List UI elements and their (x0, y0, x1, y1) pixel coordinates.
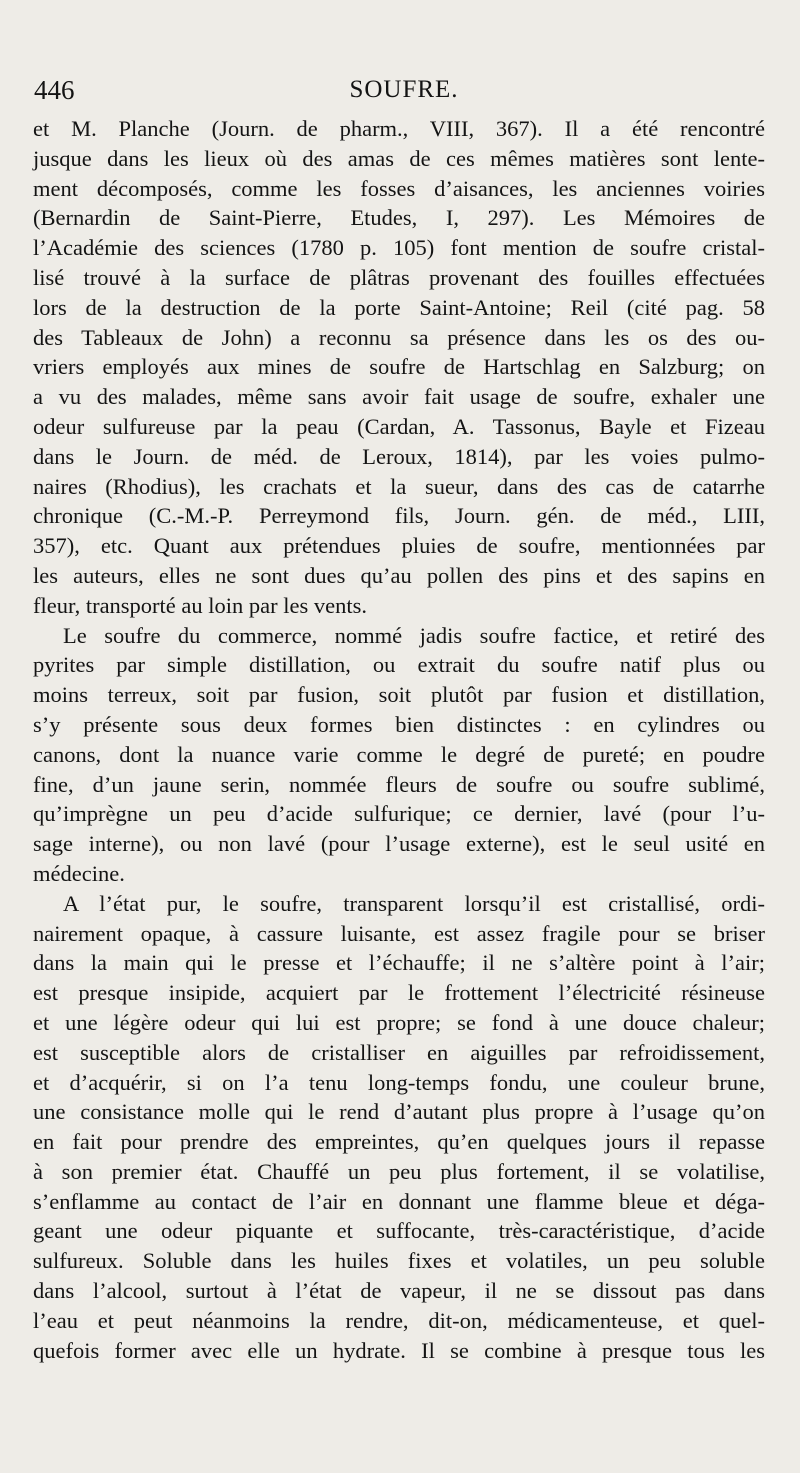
text-line: a vu des malades, même sans avoir fait usage de soufre, exhaler une (33, 384, 765, 410)
page-number: 446 (34, 75, 75, 105)
text-line: fine, d’un jaune serin, nommée fleurs de soufre ou soufre sublimé, (33, 771, 765, 797)
text-line: vriers employés aux mines de soufre de Hartschlag en Salzburg; on (33, 354, 765, 380)
text-line: moins terreux, soit par fusion, soit plutôt par fusion et distillation, (33, 682, 765, 708)
text-line: canons, dont la nuance varie comme le degré de pureté; en poudre (33, 741, 765, 767)
text-line: et d’acquérir, si on l’a tenu long-temps fondu, une couleur brune, (33, 1069, 765, 1095)
text-line: fleur, transporté au loin par les vents. (33, 592, 367, 618)
text-line: qu’imprègne un peu d’acide sulfurique; ce dernier, lavé (pour l’u- (33, 801, 765, 827)
text-line: jusque dans les lieux où des amas de ces mêmes matières sont lente- (33, 145, 765, 171)
text-line: chronique (C.-M.-P. Perreymond fils, Journ. gén. de méd., LIII, (33, 503, 765, 529)
text-line: à son premier état. Chauffé un peu plus fortement, il se volatilise, (33, 1158, 765, 1184)
text-line: ment décomposés, comme les fosses d’aisances, les anciennes voiries (33, 175, 765, 201)
text-line: s’y présente sous deux formes bien distinctes : en cylindres ou (33, 711, 765, 737)
body-text (33, 114, 765, 1365)
text-line: quefois former avec elle un hydrate. Il se combine à presque tous les (33, 1337, 765, 1363)
running-head: SOUFRE. (349, 76, 459, 103)
text-line: médecine. (33, 860, 125, 886)
text-line: geant une odeur piquante et suffocante, très-caractéristique, d’acide (33, 1218, 765, 1244)
text-line: et une légère odeur qui lui est propre; se fond à une douce chaleur; (33, 1009, 765, 1035)
text-line: Le soufre du commerce, nommé jadis soufre factice, et retiré des (63, 622, 765, 648)
paragraph-3 (33, 889, 765, 1366)
paragraph-2 (33, 621, 765, 889)
paragraph-1 (33, 114, 765, 621)
text-line: sage interne), ou non lavé (pour l’usage externe), est le seul usité en (33, 831, 765, 857)
text-line: A l’état pur, le soufre, transparent lorsqu’il est cristallisé, ordi- (63, 890, 765, 916)
text-line: dans la main qui le presse et l’échauffe; il ne s’altère point à l’air; (33, 950, 765, 976)
text-line: est susceptible alors de cristalliser en aiguilles par refroidissement, (33, 1039, 765, 1065)
text-line: 357), etc. Quant aux prétendues pluies de soufre, mentionnées par (33, 533, 765, 559)
text-line: en fait pour prendre des empreintes, qu’en quelques jours il repasse (33, 1129, 765, 1155)
text-line: (Bernardin de Saint-Pierre, Etudes, I, 297). Les Mémoires de (33, 205, 765, 231)
text-line: sulfureux. Soluble dans les huiles fixes et volatiles, un peu soluble (33, 1248, 765, 1274)
text-line: l’Académie des sciences (1780 p. 105) font mention de soufre cristal- (33, 235, 765, 261)
text-line: naires (Rhodius), les crachats et la sueur, dans des cas de catarrhe (33, 473, 765, 499)
text-line: s’enflamme au contact de l’air en donnant une flamme bleue et déga- (33, 1188, 765, 1214)
text-line: pyrites par simple distillation, ou extrait du soufre natif plus ou (33, 652, 765, 678)
text-line: dans l’alcool, surtout à l’état de vapeur, il ne se dissout pas dans (33, 1278, 765, 1304)
page-header (34, 70, 774, 110)
text-line: nairement opaque, à cassure luisante, est assez fragile pour se briser (33, 920, 765, 946)
text-line: lisé trouvé à la surface de plâtras provenant des fouilles effectuées (33, 264, 765, 290)
text-line: lors de la destruction de la porte Saint-Antoine; Reil (cité pag. 58 (33, 294, 765, 320)
text-line: odeur sulfureuse par la peau (Cardan, A. Tassonus, Bayle et Fizeau (33, 413, 765, 439)
text-line: dans le Journ. de méd. de Leroux, 1814), par les voies pulmo- (33, 443, 765, 469)
text-line: les auteurs, elles ne sont dues qu’au pollen des pins et des sapins en (33, 562, 765, 588)
text-line: une consistance molle qui le rend d’autant plus propre à l’usage qu’on (33, 1099, 765, 1125)
text-line: des Tableaux de John) a reconnu sa présence dans les os des ou- (33, 324, 765, 350)
text-line: est presque insipide, acquiert par le frottement l’électricité résineuse (33, 980, 765, 1006)
text-line: l’eau et peut néanmoins la rendre, dit-on, médicamenteuse, et quel- (33, 1307, 765, 1333)
text-line: et M. Planche (Journ. de pharm., VIII, 367). Il a été rencontré (33, 116, 765, 141)
